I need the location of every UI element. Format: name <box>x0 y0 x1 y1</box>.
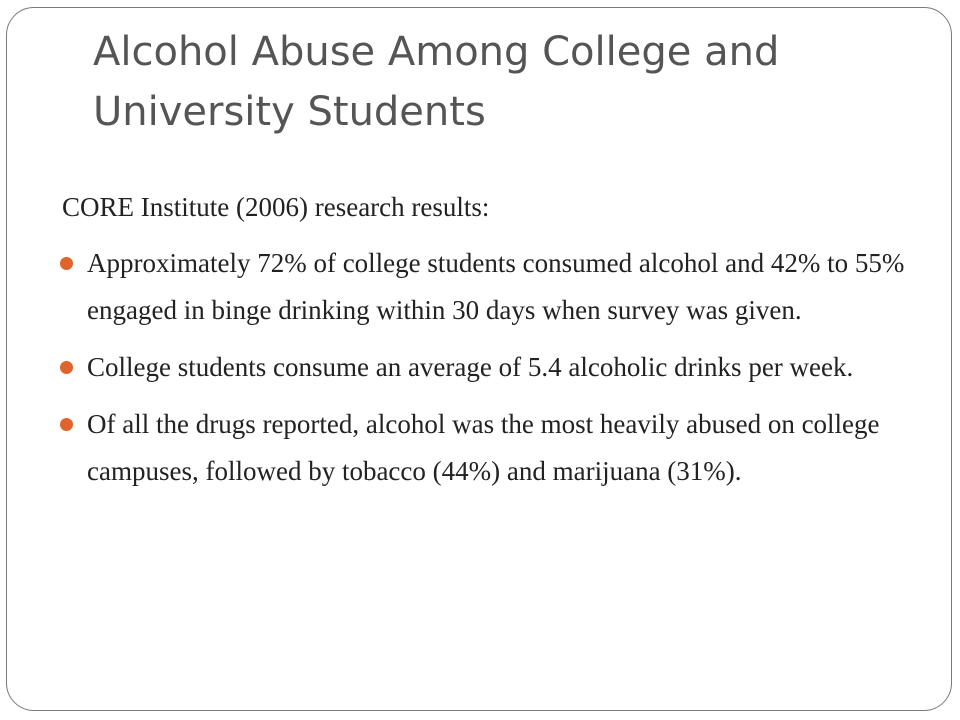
slide-title: Alcohol Abuse Among College and University Students <box>93 29 780 135</box>
bullet-text-2: College students consume an average of 5.4 alcoholic drinks per week. <box>87 352 854 382</box>
slide-frame <box>6 7 952 711</box>
bullet-text-1: Approximately 72% of college students consumed alcohol and 42% to 55% engaged in binge drinking within 30 days when survey was given. <box>87 248 905 325</box>
bullet-item-3 <box>57 401 917 495</box>
bullet-dot-icon <box>60 257 73 270</box>
bullet-list <box>57 240 917 505</box>
bullet-item-2 <box>57 344 917 391</box>
bullet-dot-icon <box>60 361 73 374</box>
bullet-text-3: Of all the drugs reported, alcohol was the most heavily abused on college campuses, followed by tobacco (44%) and marijuana (31%). <box>87 409 880 486</box>
bullet-item-1 <box>57 240 917 334</box>
bullet-dot-icon <box>60 418 73 431</box>
intro-text: CORE Institute (2006) research results: <box>62 192 490 222</box>
